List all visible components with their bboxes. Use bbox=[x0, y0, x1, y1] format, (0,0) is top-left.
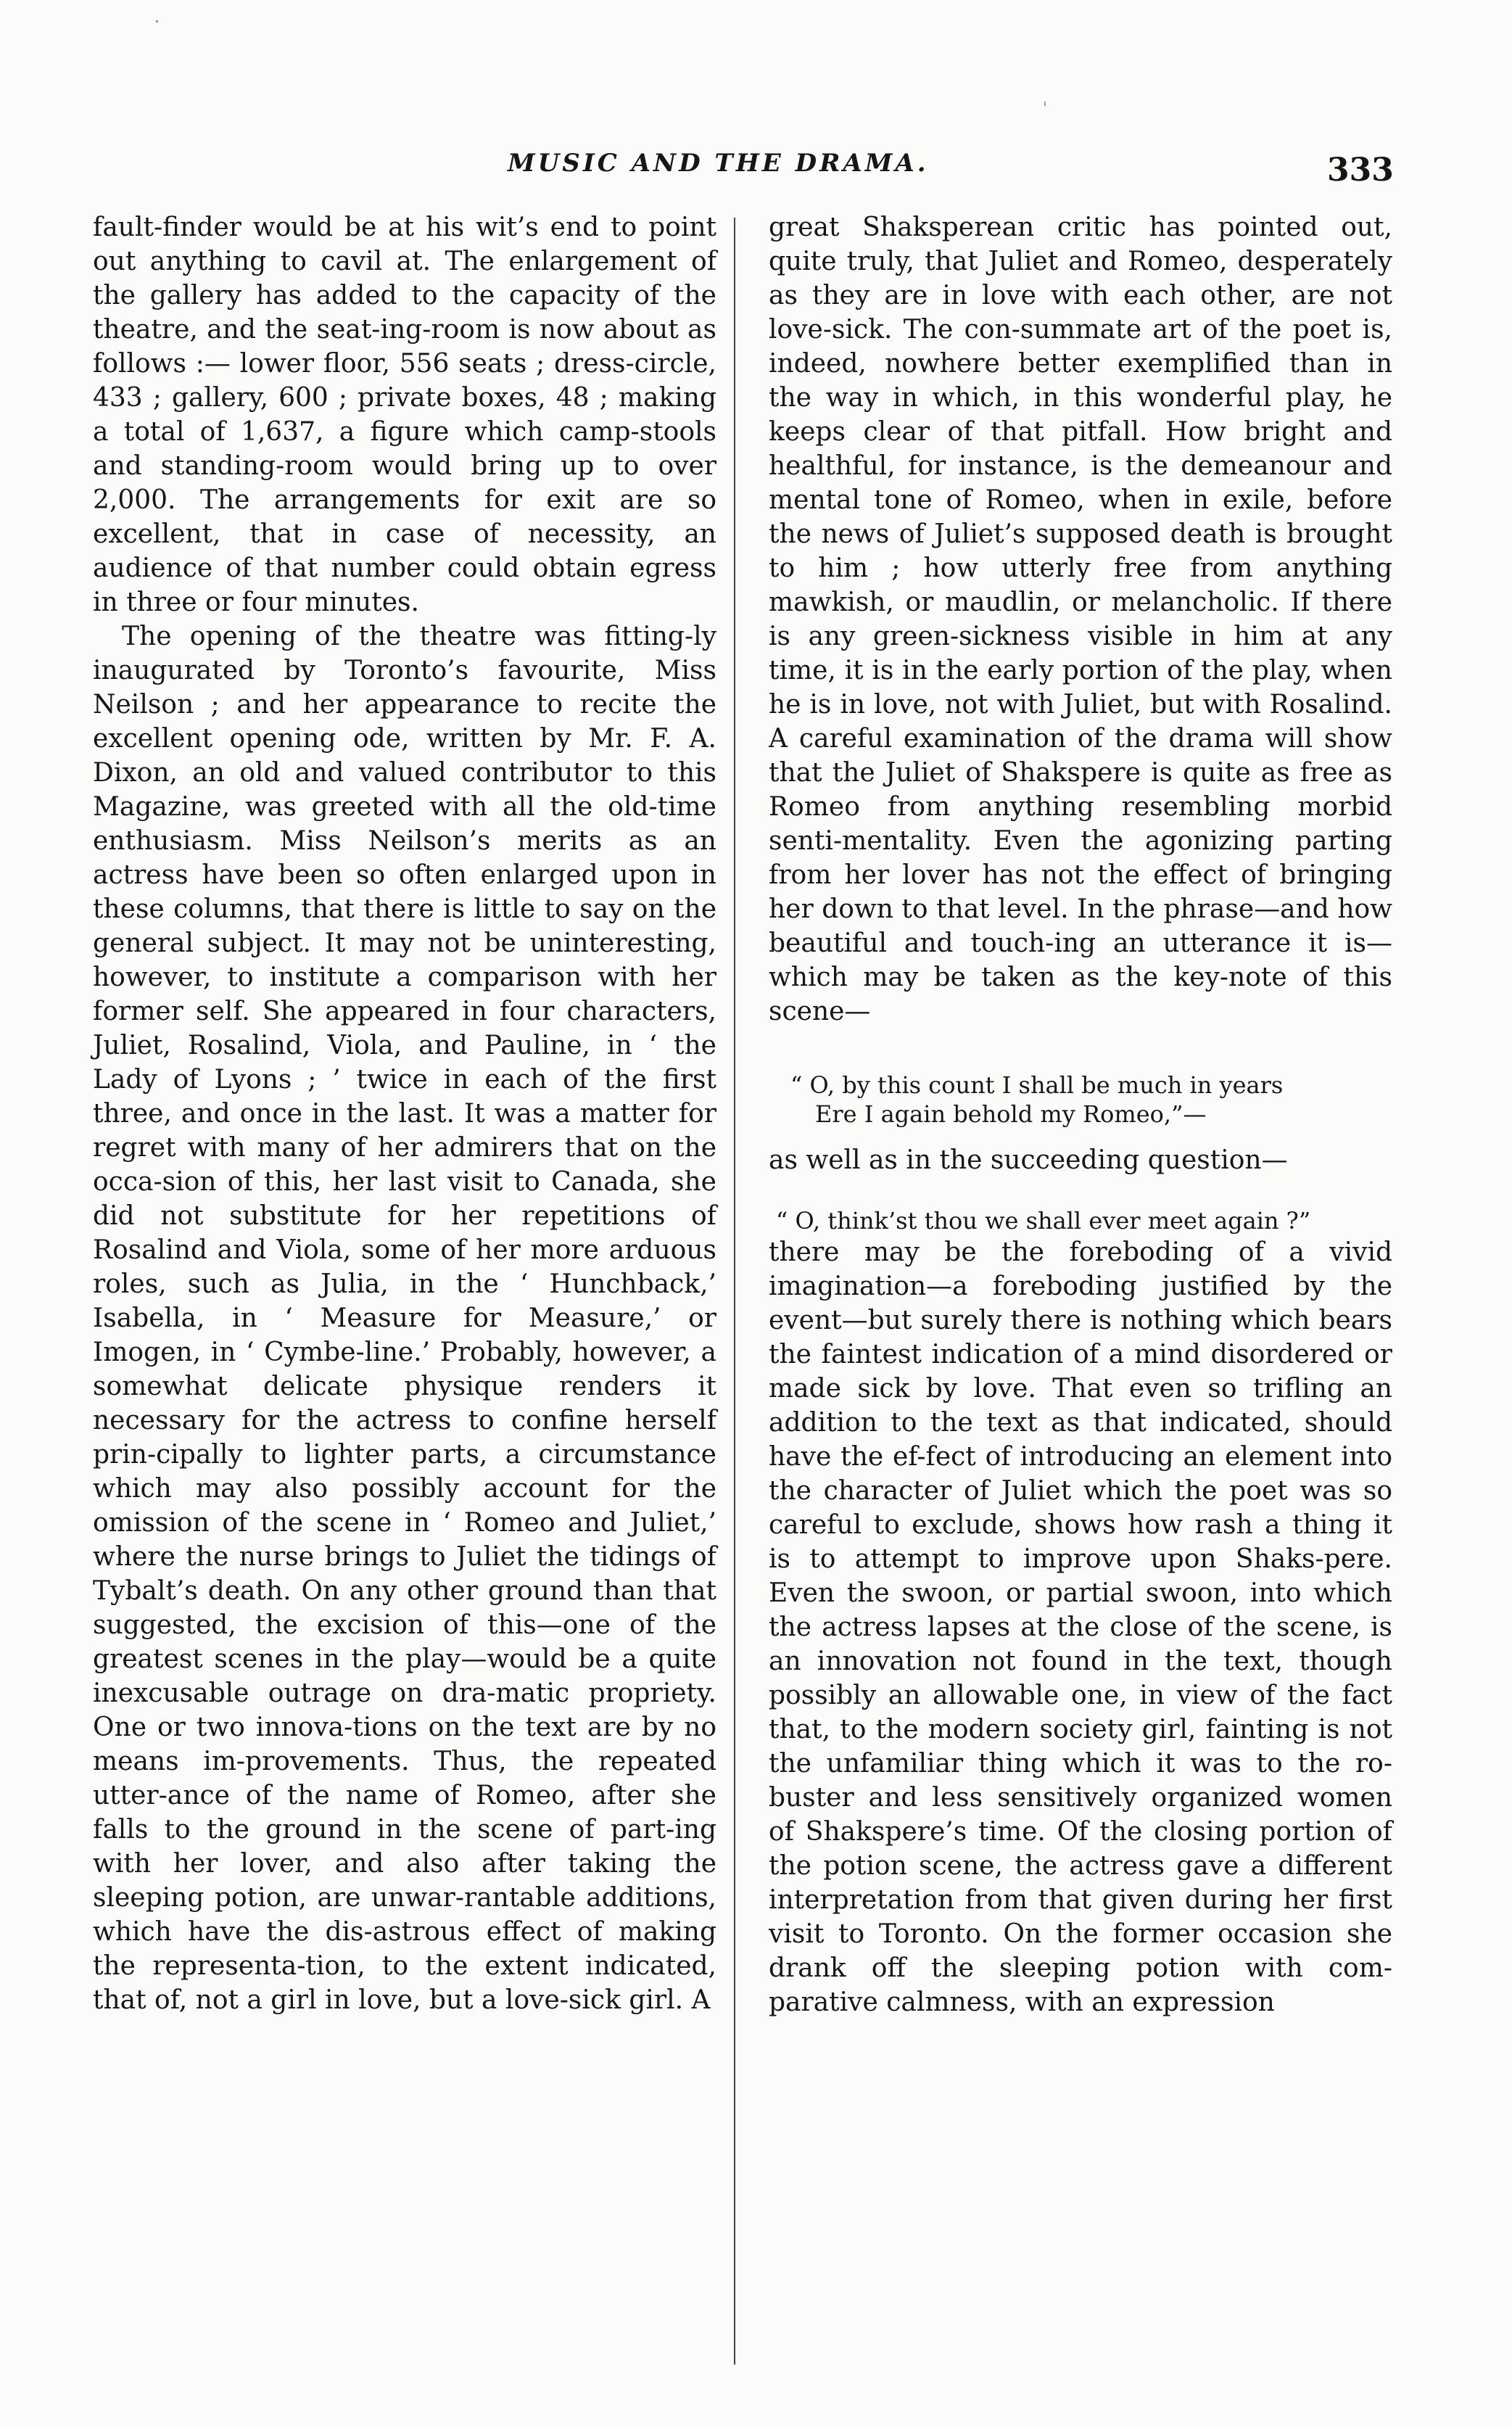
paragraph: there may be the foreboding of a vivid imagination—a foreboding justified by the event—but surely there is nothing which bears the faintest indication of a mind disordered or made sick by love. That even so trifling an addition to the text as that indicated, should have the ef-fect of introducing an element into the character of Juliet which the poet was so careful to exclude, shows how rash a thing it is to attempt to improve upon Shaks-pere. Even the swoon, or partial swoon, into which the actress lapses at the close of the scene, is an innovation not found in the text, though possibly an allowable one, in view of the fact that, to the modern society girl, fainting is not the unfamiliar thing which it was to the ro-buster and less sensitively organized women of Shakspere’s time. Of the closing portion of the potion scene, the actress gave a different interpretation from that given during her first visit to Toronto. On the former occasion she drank off the sleeping potion with com-parative calmness, with an expression bbox=[769, 1237, 1392, 2017]
page-number: 333 bbox=[1327, 152, 1394, 189]
scan-speck bbox=[1044, 102, 1046, 106]
left-column bbox=[93, 210, 716, 2017]
verse-line: “ O, by this count I shall be much in years bbox=[790, 1071, 1284, 1099]
running-title: MUSIC AND THE DRAMA. bbox=[508, 149, 929, 178]
paragraph: fault-finder would be at his wit’s end to point out anything to cavil at. The enlargement of the gallery has added to the capacity of the theatre, and the seat-ing-room is now about as follows :— lower floor, 556 seats ; dress-circle, 433 ; gallery, 600 ; private boxes, 48 ; making a total of 1,637, a figure which camp-stools and standing-room would bring up to over 2,000. The arrangements for exit are so excellent, that in case of necessity, an audience of that number could obtain egress in three or four minutes. bbox=[93, 213, 716, 617]
right-column bbox=[769, 210, 1392, 2019]
verse-quote: “ O, think’st thou we shall ever meet again ?” bbox=[776, 1207, 1311, 1235]
running-header bbox=[0, 149, 1512, 192]
paragraph: great Shaksperean critic has pointed out, quite truly, that Juliet and Romeo, desperately as they are in love with each other, are not love-sick. The con-summate art of the poet is, indeed, nowhere better exemplified than in the way in which, in this wonderful play, he keeps clear of that pitfall. How bright and healthful, for instance, is the demeanour and mental tone of Romeo, when in exile, before the news of Juliet’s supposed death is brought to him ; how utterly free from anything mawkish, or maudlin, or melancholic. If there is any green-sickness visible in him at any time, it is in the early portion of the play, when he is in love, not with Juliet, but with Rosalind. A careful examination of the drama will show that the Juliet of Shakspere is quite as free as Romeo from anything resembling morbid senti-mentality. Even the agonizing parting from her lover has not the effect of bringing her down to that level. In the phrase—and how beautiful and touch-ing an utterance it is—which may be taken as the key-note of this scene— bbox=[769, 213, 1392, 1026]
column-divider bbox=[734, 218, 735, 2365]
verse-line: Ere I again behold my Romeo,”— bbox=[815, 1100, 1207, 1128]
paragraph: The opening of the theatre was fitting-ly inaugurated by Toronto’s favourite, Miss Neilson ; and her appearance to recite the excellent opening ode, written by Mr. F. A. Dixon, an old and valued contributor to this Magazine, was greeted with all the old-time enthusiasm. Miss Neilson’s merits as an actress have been so often enlarged upon in these columns, that there is little to say on the general subject. It may not be uninteresting, however, to institute a comparison with her former self. She appeared in four characters, Juliet, Rosalind, Viola, and Pauline, in ‘ the Lady of Lyons ; ’ twice in each of the first three, and once in the last. It was a matter for regret with many of her admirers that on the occa-sion of this, her last visit to Canada, she did not substitute for her repetitions of Rosalind and Viola, some of her more arduous roles, such as Julia, in the ‘ Hunchback,’ Isabella, in ‘ Measure for Measure,’ or Imogen, in ‘ Cymbe-line.’ Probably, however, a somewhat delicate physique renders it necessary for the actress to confine herself prin-cipally to lighter parts, a circumstance which may also possibly account for the omission of the scene in ‘ Romeo and Juliet,’ where the nurse brings to Juliet the tidings of Tybalt’s death. On any other ground than that suggested, the excision of this—one of the greatest scenes in the play—would be a quite inexcusable outrage on dra-matic propriety. One or two innova-tions on the text are by no means im-provements. Thus, the repeated utter-ance of the name of Romeo, after she falls to the ground in the scene of part-ing with her lover, and also after taking the sleeping potion, are unwar-rantable additions, which have the dis-astrous effect of making the representa-tion, to the extent indicated, that of, not a girl in love, but a love-sick girl. A bbox=[93, 622, 716, 2015]
bridge-text: as well as in the succeeding question— bbox=[769, 1145, 1288, 1175]
scan-speck bbox=[156, 20, 158, 22]
verse-quote bbox=[769, 1071, 1392, 1129]
